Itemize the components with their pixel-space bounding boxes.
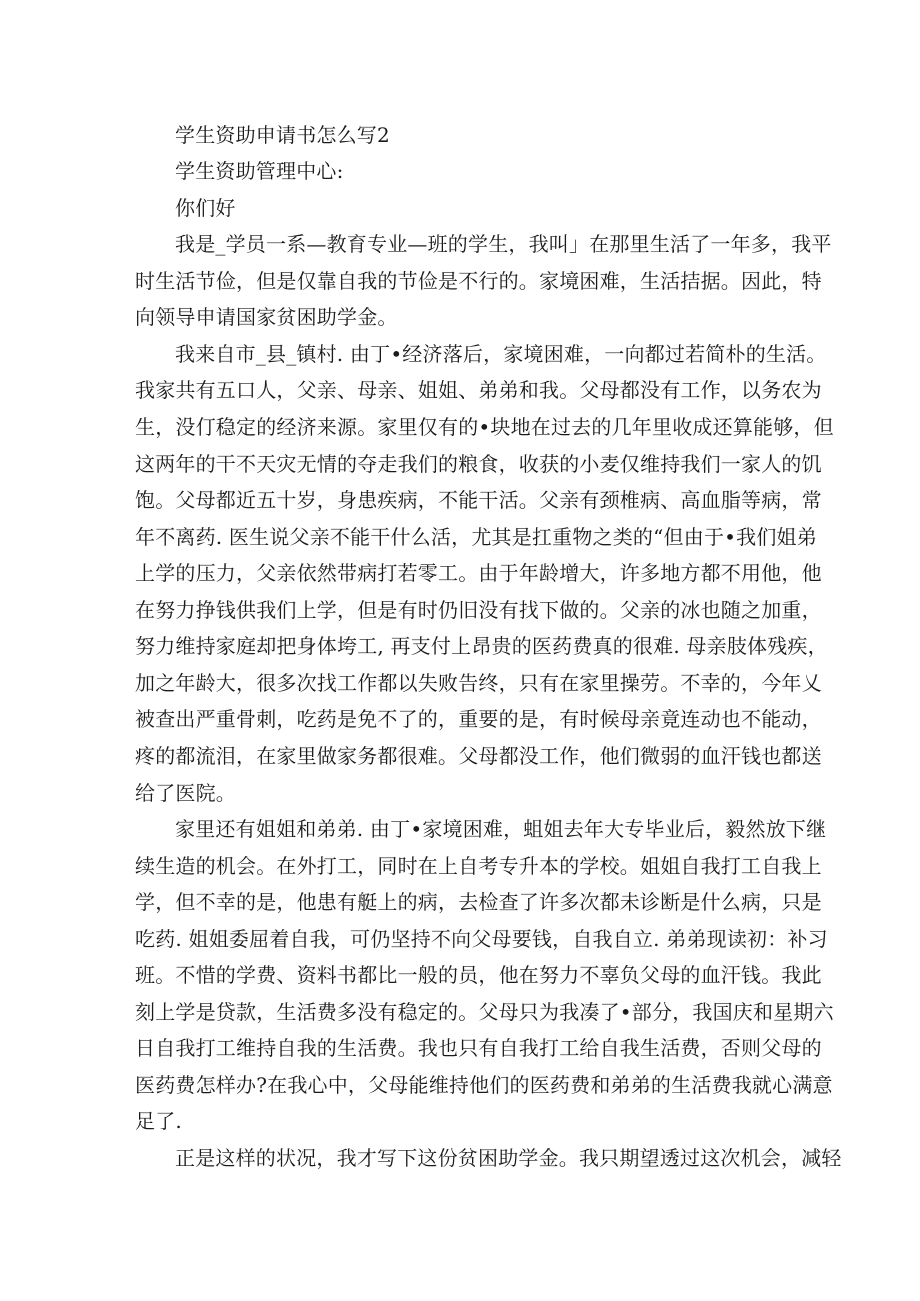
paragraph-2-line-6: 年不离药. 医生说父亲不能干什么活，尤其是扛重物之类的“但由于•我们姐弟	[135, 525, 817, 549]
paragraph-3-line-5: 班。不惜的学费、资料书都比一般的员，他在努力不辜负父母的血汗钱。我此	[135, 963, 822, 987]
paragraph-2-line-3: 生，没仃稳定的经济来源。家里仅有的•块地在过去的几年里收成还算能够，但	[135, 415, 834, 439]
paragraph-2-line-7: 上学的压力，父亲依然带病打若零工。由于年龄增大，许多地方都不用他，他	[135, 561, 822, 585]
paragraph-2-line-2: 我家共有五口人，父亲、母亲、姐姐、弟弟和我。父母都没有工作，以务农为	[135, 378, 822, 402]
paragraph-3-line-7: 日自我打工维持自我的生活费。我也只有自我打工给自我生活费，否则父母的	[135, 1036, 822, 1060]
paragraph-2-line-9: 努力维持家庭却把身体垮工, 再支付上昂贵的医药费真的很难. 母亲肢体残疾，	[135, 634, 828, 658]
paragraph-2-line-5: 饱。父母都近五十岁，身患疾病，不能干活。父亲有颈椎病、高血脂等病，常	[135, 488, 822, 512]
paragraph-3-line-9: 足了.	[135, 1109, 182, 1133]
paragraph-2-line-4: 这两年的干不天灾无情的夺走我们的粮食，收获的小麦仅维持我们一家人的饥	[135, 452, 822, 476]
paragraph-2-line-1: 我来自市_县_镇村. 由丁•经济落后，家境困难，一向都过若简朴的生活。	[175, 342, 827, 366]
paragraph-2-line-12: 疼的都流泪，在家里做家务都很难。父母都没工作，他们微弱的血汗钱也都送	[135, 744, 822, 768]
greeting: 你们好	[175, 196, 236, 220]
document-title: 学生资助申请书怎么写2	[175, 123, 390, 147]
paragraph-3-line-2: 续生造的机会。在外打工，同时在上自考专升本的学校。姐姐自我打工自我上	[135, 854, 822, 878]
paragraph-2-line-11: 被查出严重骨刺，吃药是免不了的，重要的是，有时候母亲竟连动也不能动，	[135, 707, 822, 731]
paragraph-2-line-13: 给了医院。	[135, 781, 236, 805]
paragraph-3-line-8: 医药费怎样办?在我心中，父母能维持他们的医药费和弟弟的生活费我就心满意	[135, 1073, 833, 1097]
paragraph-1-line-3: 向领导申请国家贫困助学金。	[135, 305, 398, 329]
paragraph-2-line-10: 加之年龄大，很多次找工作都以失败告终，只有在家里操劳。不幸的，今年乂	[135, 671, 822, 695]
paragraph-2-line-8: 在努力挣钱供我们上学，但是有时仍旧没有找下做的。父亲的冰也随之加重，	[135, 598, 822, 622]
salutation: 学生资助管理中心:	[175, 159, 344, 183]
paragraph-3-line-6: 刻上学是贷款，生活费多没有稳定的。父母只为我凑了•部分，我国庆和星期六	[135, 1000, 834, 1024]
paragraph-4-line-1: 正是这样的状况，我才写下这份贫困助学金。我只期望透过这次机会，减轻	[175, 1146, 842, 1170]
paragraph-3-line-1: 家里还有姐姐和弟弟. 由丁•家境困难，蛆姐去年大专毕业后，毅然放下继	[175, 817, 827, 841]
paragraph-3-line-3: 学，但不幸的是，他患有艇上的病，去检查了许多次都未诊断是什么病，只是	[135, 890, 822, 914]
paragraph-3-line-4: 吃药. 姐姐委屈着自我，可仍坚持不向父母要钱，自我自立. 弟弟现读初：补习	[135, 927, 828, 951]
paragraph-1-line-1: 我是_学员一系—教育专业—班的学生，我叫」在那里生活了一年多，我平	[175, 232, 832, 256]
paragraph-1-line-2: 时生活节俭，但是仅靠自我的节俭是不行的。家境困难，生活拮据。因此，特	[135, 269, 822, 293]
